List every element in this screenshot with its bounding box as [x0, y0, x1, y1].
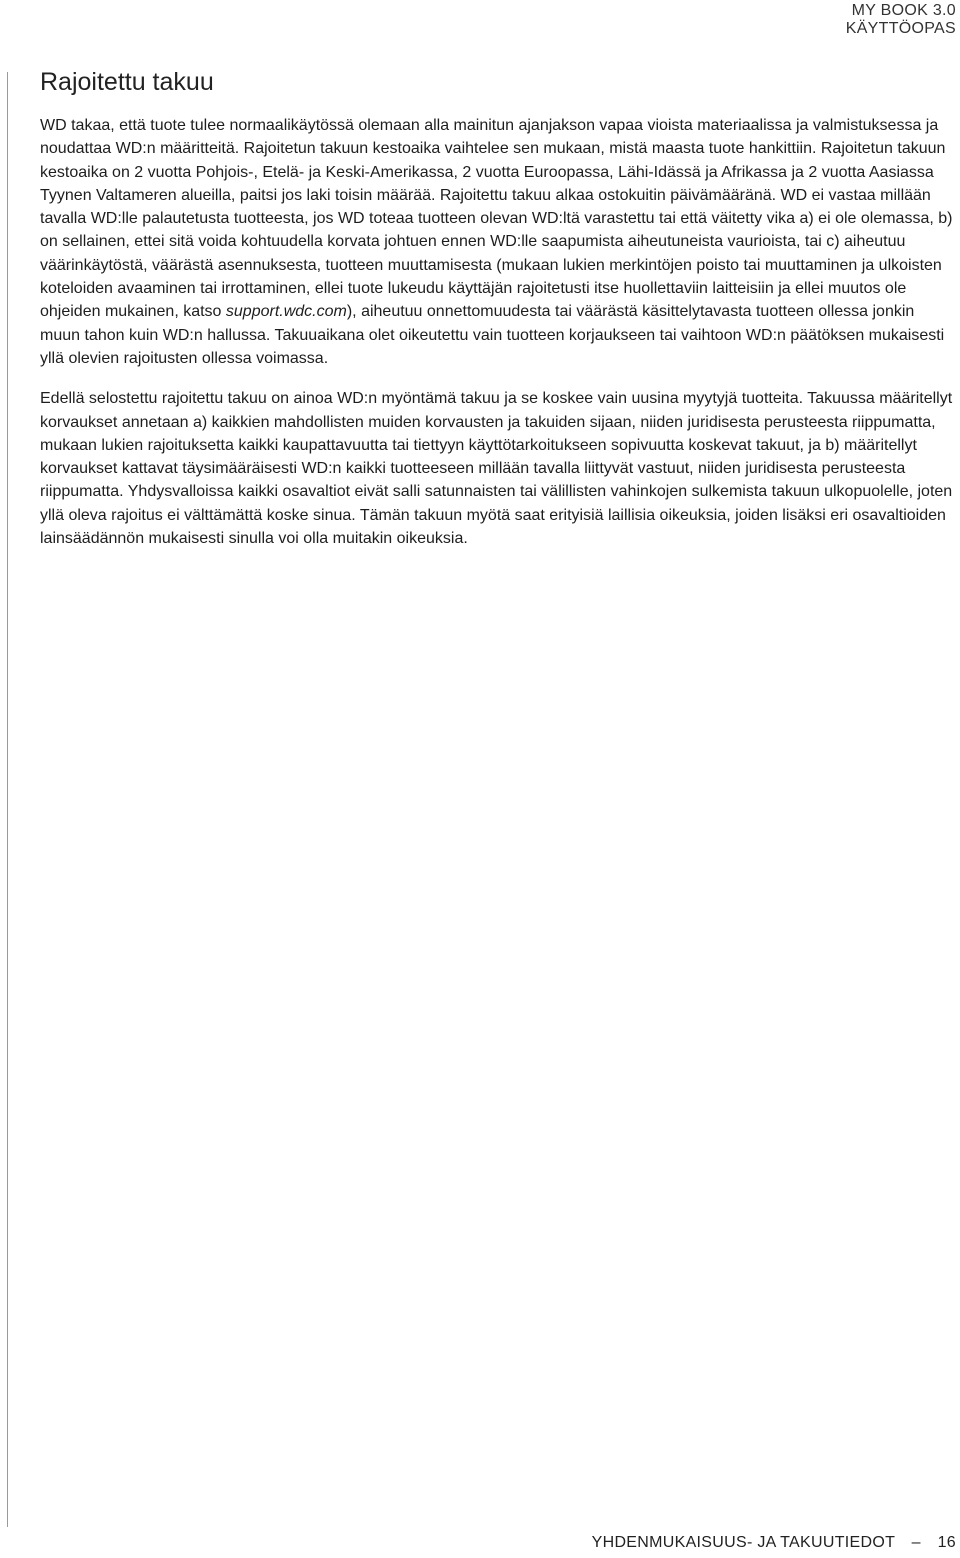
footer-chapter-title: YHDENMUKAISUUS- JA TAKUUTIEDOT — [591, 1534, 895, 1551]
footer-separator: – — [911, 1534, 921, 1551]
warranty-paragraph-1 — [40, 114, 956, 370]
left-margin-rule — [7, 72, 8, 1527]
section-title: Rajoitettu takuu — [40, 68, 214, 96]
header-document-type: KÄYTTÖOPAS — [845, 20, 956, 37]
support-link[interactable]: support.wdc.com — [225, 303, 347, 321]
paragraph-1-text-before-link: WD takaa, että tuote tulee normaalikäytössä olemaan alla mainitun ajanjakson vapaa vioista materiaalissa ja valmistuksessa ja noudattaa WD:n määritteitä. Rajoitetun takuun kestoaika vaihtelee sen mukaan, mistä maasta tuote hankittiin. Rajoitetun takuun kestoaika on 2 vuotta Pohjois-, Etelä- ja Keski-Amerikassa, 2 vuotta Euroopassa, Lähi-Idässä ja Afrikassa ja 2 vuotta Aasiassa Tyynen Valtameren alueilla, paitsi jos laki toisin määrää. Rajoitettu takuu alkaa ostokuitin päivämääränä. WD ei vastaa millään tavalla WD:lle palautetusta tuotteesta, jos WD toteaa tuotteen olevan WD:ltä varastettu tai että väitetty vika a) ei ole olemassa, b) on sellainen, ettei sitä voida kohtuudella korvata johtuen ennen WD:lle saapumista aiheutuneista vaurioista, tai c) aiheutuu väärinkäytöstä, väärästä asennuksesta, tuotteen muuttamisesta (mukaan lukien merkintöjen poisto tai muuttaminen ja ulkoisten koteloiden avaaminen tai irrottaminen, ellei tuote lukeudu käyttäjän rajoitetusti itse huollettaviin laitteisiin ja ellei muutos ole ohjeiden mukainen, katso — [40, 117, 953, 321]
header-product-name: MY BOOK 3.0 — [851, 2, 956, 19]
running-header — [846, 2, 956, 38]
running-footer — [592, 1534, 956, 1552]
footer-page-number: 16 — [937, 1534, 956, 1551]
paragraph-1-text-after-link: ), aiheutuu onnettomuudesta tai väärästä käsittelytavasta tuotteen ollessa jonkin muun tahon kuin WD:n hallussa. Takuuaikana olet oikeutettu vain tuotteen korjaukseen tai vaihtoon WD:n päätöksen mukaisesti yllä olevien rajoitusten ollessa voimassa. — [40, 303, 945, 367]
section-body — [40, 114, 956, 550]
warranty-paragraph-2: Edellä selostettu rajoitettu takuu on ainoa WD:n myöntämä takuu ja se koskee vain uusina myytyjä tuotteita. Takuussa määritellyt korvaukset annetaan a) kaikkien mahdollisten muiden korvausten ja takuiden sijaan, niiden juridisesta perusteesta riippumatta, mukaan lukien rajoituksetta kaikki kaupattavuutta tai tiettyyn käyttötarkoitukseen sopivuutta koskevat takuut, ja b) määritellyt korvaukset kattavat täysimääräisesti WD:n kaikki tuotteeseen millään tavalla liittyvät vastuut, niiden juridisesta perusteesta riippumatta. Yhdysvalloissa kaikki osavaltiot eivät salli satunnaisten tai välillisten vahinkojen sulkemista takuun ulkopuolelle, joten yllä oleva rajoitus ei välttämättä koske sinua. Tämän takuun myötä saat erityisiä laillisia oikeuksia, joiden lisäksi eri osavaltioiden lainsäädännön mukaisesti sinulla voi olla muitakin oikeuksia. — [40, 390, 953, 548]
